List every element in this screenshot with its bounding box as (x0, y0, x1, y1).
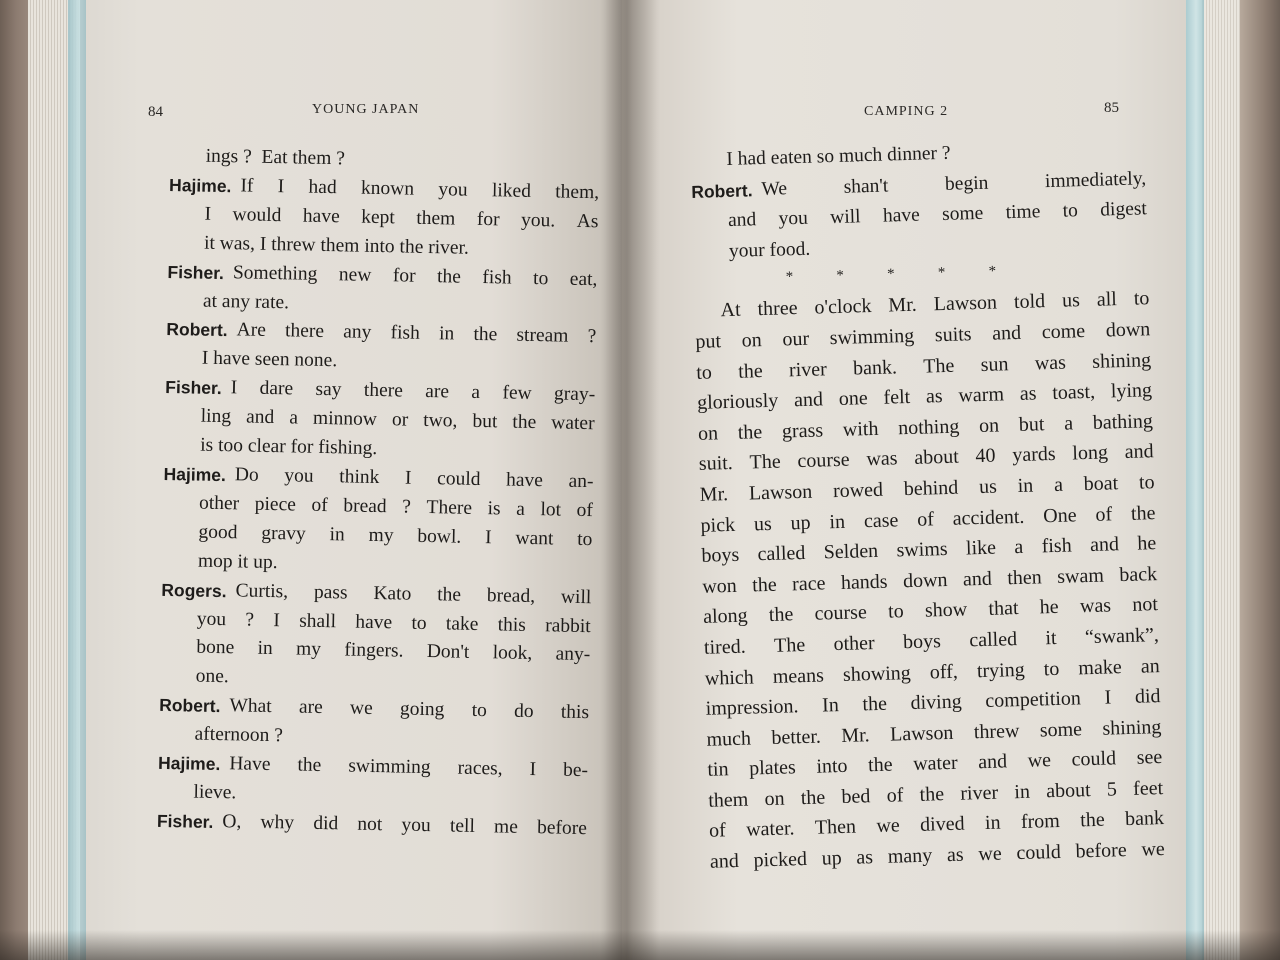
line-text: tin plates into the water and we could see (707, 746, 1163, 782)
right-page-number: 85 (1104, 100, 1119, 116)
line-text: O, why did not you tell me before (222, 810, 588, 839)
line-text: If I had known you liked them, (240, 175, 600, 204)
line-text: gloriously and one felt as warm as toast, lying (696, 379, 1153, 415)
right-page-text (690, 133, 1165, 877)
page-edges-right (1204, 0, 1244, 960)
speaker-name: Fisher. (167, 261, 225, 283)
line-text: put on our swimming suits and come down (695, 318, 1151, 353)
line-text: good gravy in my bowl. I want to (198, 521, 593, 550)
line-text: boys called Selden swims like a fish and he (701, 532, 1157, 567)
line-text: suit. The course was about 40 yards long and (698, 440, 1154, 476)
right-running-head: CAMPING 2 (864, 104, 949, 119)
line-text: ling and a minnow or two, but the water (200, 405, 595, 435)
line-text: ings ? Eat them ? (205, 145, 346, 170)
left-running-head: YOUNG JAPAN (312, 102, 420, 117)
left-page-number: 84 (148, 104, 163, 120)
book-cover-right (1240, 0, 1280, 960)
line-text: them on the bed of the river in about 5 feet (707, 776, 1164, 812)
line-text: of water. Then we dived in from the bank (708, 807, 1165, 843)
speaker-name: Robert. (166, 319, 228, 341)
line-text: We shan't begin immediately, (761, 167, 1147, 200)
speaker-name: Robert. (690, 179, 753, 202)
line-text: is too clear for fishing. (199, 434, 378, 460)
line-text: it was, I threw them into the river. (203, 232, 470, 259)
bottom-shadow (0, 930, 1280, 960)
line-text: pick us up in case of accident. One of the (700, 501, 1156, 537)
line-text: What are we going to do this (229, 695, 590, 724)
line-text: won the race hands down and then swam back (701, 562, 1158, 598)
line-text: you ? I shall have to take this rabbit (196, 608, 591, 637)
line-text: at any rate. (202, 290, 290, 313)
line-text: I dare say there are a few gray- (230, 377, 596, 406)
line-text: Do you think I could have an- (234, 464, 594, 493)
separator-text: * * * * * (785, 263, 1005, 286)
line-text: Something new for the fish to eat, (232, 261, 598, 290)
line-text: other piece of bread ? There is a lot of (198, 492, 594, 522)
speaker-name: Hajime. (157, 752, 221, 775)
speaker-name: Rogers. (161, 579, 227, 601)
right-prose (694, 284, 1165, 878)
line-text: and you will have some time to digest (727, 198, 1148, 232)
tape-strip-right (1186, 0, 1206, 960)
line-text: Mr. Lawson rowed behind us in a boat to (699, 471, 1155, 506)
line-text: along the course to show that he was not (702, 593, 1159, 629)
line-text: much better. Mr. Lawson threw some shining (706, 715, 1162, 751)
line-text: mop it up. (197, 550, 278, 573)
line-text: I have seen none. (201, 347, 338, 372)
book-gutter (600, 0, 660, 960)
line-text: bone in my fingers. Don't look, any- (196, 637, 591, 666)
speaker-name: Fisher. (165, 377, 222, 399)
line-text: tired. The other boys called it “swank”, (703, 624, 1160, 659)
line-text: your food. (728, 238, 811, 262)
left-page-text (157, 142, 600, 844)
line-text: impression. In the diving competition I did (705, 685, 1161, 720)
line-text: and picked up as many as we could before we (709, 838, 1166, 873)
speaker-name: Fisher. (156, 810, 214, 832)
speaker-name: Hajime. (163, 463, 227, 486)
line-text: At three o'clock Mr. Lawson told us all to (720, 287, 1150, 322)
line-text: afternoon ? (194, 723, 284, 747)
line-text: I would have kept them for you. As (204, 203, 599, 233)
right-dialogue (690, 133, 1148, 268)
line-text: Are there any fish in the stream ? (236, 319, 597, 348)
line-text: lieve. (193, 781, 237, 804)
line-text: to the river bank. The sun was shining (696, 348, 1152, 384)
line-text: I had eaten so much dinner ? (726, 142, 951, 170)
line-text: on the grass with nothing on but a bathing (697, 409, 1154, 445)
speaker-name: Robert. (158, 695, 221, 717)
line-text: Curtis, pass Kato the bread, will (235, 579, 592, 608)
line-text: Have the swimming races, I be- (229, 753, 589, 782)
speaker-name: Hajime. (168, 174, 232, 197)
line-text: one. (195, 665, 229, 688)
line-text: which means showing off, trying to make an (704, 654, 1160, 690)
